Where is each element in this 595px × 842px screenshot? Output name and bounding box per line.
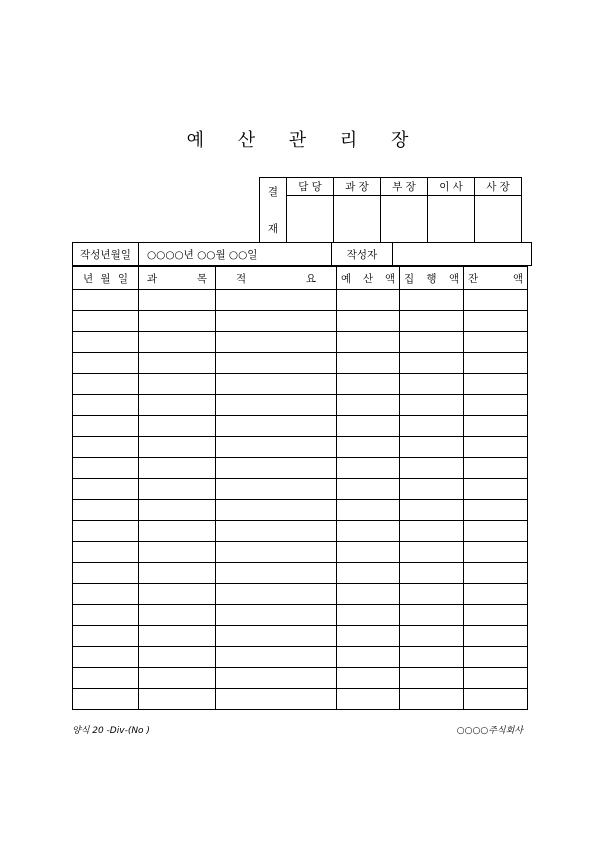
ledger-cell[interactable] xyxy=(139,521,216,542)
ledger-cell[interactable] xyxy=(337,332,400,353)
ledger-cell[interactable] xyxy=(400,458,464,479)
ledger-cell[interactable] xyxy=(73,647,139,668)
ledger-cell[interactable] xyxy=(216,458,337,479)
ledger-cell[interactable] xyxy=(400,437,464,458)
ledger-cell[interactable] xyxy=(139,290,216,311)
ledger-cell[interactable] xyxy=(216,332,337,353)
ledger-row xyxy=(73,626,528,647)
approval-label-top: 결 xyxy=(267,186,279,198)
ledger-cell[interactable] xyxy=(337,584,400,605)
ledger-cell[interactable] xyxy=(216,647,337,668)
ledger-cell[interactable] xyxy=(139,542,216,563)
ledger-cell[interactable] xyxy=(400,689,464,710)
ledger-cell[interactable] xyxy=(73,332,139,353)
ledger-cell[interactable] xyxy=(400,542,464,563)
ledger-cell[interactable] xyxy=(337,395,400,416)
ledger-cell[interactable] xyxy=(216,500,337,521)
header-char: 액 xyxy=(448,272,459,285)
ledger-row xyxy=(73,353,528,374)
ledger-cell[interactable] xyxy=(400,668,464,689)
ledger-cell[interactable] xyxy=(400,647,464,668)
ledger-header-row xyxy=(73,267,528,290)
ledger-cell[interactable] xyxy=(464,563,528,584)
ledger-cell[interactable] xyxy=(337,458,400,479)
author-value[interactable] xyxy=(393,243,532,266)
ledger-row xyxy=(73,311,528,332)
ledger-cell[interactable] xyxy=(337,437,400,458)
ledger-cell[interactable] xyxy=(337,311,400,332)
approval-role: 이 사 xyxy=(428,178,475,196)
ledger-cell[interactable] xyxy=(73,563,139,584)
ledger-cell[interactable] xyxy=(139,689,216,710)
header-char: 일 xyxy=(117,272,128,285)
ledger-cell[interactable] xyxy=(139,437,216,458)
header-char: 적 xyxy=(236,272,247,285)
header-budget xyxy=(337,267,400,290)
ledger-cell[interactable] xyxy=(464,374,528,395)
header-char: 년 xyxy=(83,272,94,285)
ledger-cell[interactable] xyxy=(216,353,337,374)
header-char: 잔 xyxy=(468,272,479,285)
ledger-cell[interactable] xyxy=(216,521,337,542)
ledger-cell[interactable] xyxy=(216,668,337,689)
ledger-cell[interactable] xyxy=(73,290,139,311)
ledger-cell[interactable] xyxy=(464,458,528,479)
ledger-cell[interactable] xyxy=(139,374,216,395)
ledger-cell[interactable] xyxy=(216,437,337,458)
ledger-row xyxy=(73,437,528,458)
ledger-cell[interactable] xyxy=(400,584,464,605)
ledger-cell[interactable] xyxy=(73,374,139,395)
ledger-cell[interactable] xyxy=(464,437,528,458)
approval-signature-cell[interactable] xyxy=(381,196,428,243)
ledger-cell[interactable] xyxy=(337,521,400,542)
ledger-cell[interactable] xyxy=(73,689,139,710)
ledger-cell[interactable] xyxy=(216,290,337,311)
ledger-cell[interactable] xyxy=(73,584,139,605)
header-char: 액 xyxy=(384,272,395,285)
ledger-cell[interactable] xyxy=(73,605,139,626)
ledger-cell[interactable] xyxy=(464,689,528,710)
ledger-cell[interactable] xyxy=(337,626,400,647)
header-char: 집 xyxy=(404,272,415,285)
ledger-cell[interactable] xyxy=(216,584,337,605)
ledger-cell[interactable] xyxy=(400,479,464,500)
ledger-cell[interactable] xyxy=(73,500,139,521)
ledger-cell[interactable] xyxy=(139,458,216,479)
ledger-cell[interactable] xyxy=(337,374,400,395)
ledger-cell[interactable] xyxy=(400,332,464,353)
ledger-cell[interactable] xyxy=(337,353,400,374)
approval-signature-cell[interactable] xyxy=(334,196,381,243)
ledger-cell[interactable] xyxy=(464,584,528,605)
ledger-cell[interactable] xyxy=(464,332,528,353)
ledger-cell[interactable] xyxy=(73,353,139,374)
header-char: 액 xyxy=(512,272,523,285)
ledger-cell[interactable] xyxy=(400,521,464,542)
ledger-cell[interactable] xyxy=(400,563,464,584)
ledger-cell[interactable] xyxy=(216,311,337,332)
ledger-cell[interactable] xyxy=(139,668,216,689)
form-number: 양식 20 -Div-(No ) xyxy=(72,726,150,736)
ledger-cell[interactable] xyxy=(464,521,528,542)
ledger-row xyxy=(73,458,528,479)
approval-role: 사 장 xyxy=(475,178,522,196)
ledger-cell[interactable] xyxy=(73,395,139,416)
ledger-cell[interactable] xyxy=(216,374,337,395)
info-table xyxy=(72,242,532,266)
ledger-cell[interactable] xyxy=(464,647,528,668)
company-name: ○○○○주식회사 xyxy=(456,726,523,736)
ledger-cell[interactable] xyxy=(216,542,337,563)
ledger-cell[interactable] xyxy=(73,542,139,563)
ledger-cell[interactable] xyxy=(400,416,464,437)
ledger-cell[interactable] xyxy=(464,500,528,521)
ledger-cell[interactable] xyxy=(337,605,400,626)
ledger-cell[interactable] xyxy=(337,479,400,500)
ledger-cell[interactable] xyxy=(216,416,337,437)
ledger-cell[interactable] xyxy=(216,395,337,416)
header-char: 월 xyxy=(100,272,111,285)
ledger-cell[interactable] xyxy=(73,668,139,689)
approval-label-bottom: 재 xyxy=(267,223,279,235)
ledger-row xyxy=(73,521,528,542)
ledger-cell[interactable] xyxy=(73,521,139,542)
header-balance xyxy=(464,267,528,290)
ledger-cell[interactable] xyxy=(464,416,528,437)
ledger-cell[interactable] xyxy=(400,353,464,374)
ledger-cell[interactable] xyxy=(464,626,528,647)
ledger-cell[interactable] xyxy=(400,290,464,311)
ledger-cell[interactable] xyxy=(73,416,139,437)
ledger-cell[interactable] xyxy=(139,584,216,605)
header-char: 과 xyxy=(147,272,158,285)
ledger-cell[interactable] xyxy=(139,332,216,353)
ledger-cell[interactable] xyxy=(464,479,528,500)
ledger-cell[interactable] xyxy=(139,311,216,332)
ledger-cell[interactable] xyxy=(139,626,216,647)
ledger-cell[interactable] xyxy=(337,542,400,563)
ledger-cell[interactable] xyxy=(337,563,400,584)
date-value[interactable]: ○○○○년 ○○월 ○○일 xyxy=(139,243,332,266)
ledger-row xyxy=(73,563,528,584)
header-account xyxy=(139,267,216,290)
ledger-row xyxy=(73,416,528,437)
ledger-cell[interactable] xyxy=(139,500,216,521)
header-char: 행 xyxy=(426,272,437,285)
ledger-cell[interactable] xyxy=(400,311,464,332)
ledger-row xyxy=(73,584,528,605)
ledger-cell[interactable] xyxy=(400,500,464,521)
ledger-cell[interactable] xyxy=(139,605,216,626)
ledger-cell[interactable] xyxy=(216,605,337,626)
ledger-cell[interactable] xyxy=(139,479,216,500)
approval-box xyxy=(259,177,522,243)
approval-role: 담 당 xyxy=(287,178,334,196)
ledger-row xyxy=(73,542,528,563)
ledger-cell[interactable] xyxy=(139,563,216,584)
ledger-cell[interactable] xyxy=(464,395,528,416)
ledger-cell[interactable] xyxy=(400,374,464,395)
approval-label xyxy=(260,178,287,243)
ledger-cell[interactable] xyxy=(216,626,337,647)
header-char: 예 xyxy=(341,272,352,285)
approval-role: 과 장 xyxy=(334,178,381,196)
ledger-row xyxy=(73,605,528,626)
header-summary xyxy=(216,267,337,290)
ledger-row xyxy=(73,479,528,500)
ledger-cell[interactable] xyxy=(73,626,139,647)
ledger-cell[interactable] xyxy=(216,563,337,584)
ledger-row xyxy=(73,647,528,668)
ledger-row xyxy=(73,332,528,353)
ledger-cell[interactable] xyxy=(216,479,337,500)
approval-signature-cell[interactable] xyxy=(287,196,334,243)
ledger-row xyxy=(73,374,528,395)
ledger-cell[interactable] xyxy=(400,395,464,416)
header-char: 목 xyxy=(196,272,207,285)
ledger-cell[interactable] xyxy=(464,605,528,626)
ledger-cell[interactable] xyxy=(337,647,400,668)
header-executed xyxy=(400,267,464,290)
ledger-cell[interactable] xyxy=(337,416,400,437)
ledger-cell[interactable] xyxy=(73,479,139,500)
ledger-cell[interactable] xyxy=(400,605,464,626)
ledger-cell[interactable] xyxy=(73,311,139,332)
ledger-row xyxy=(73,500,528,521)
ledger-cell[interactable] xyxy=(464,353,528,374)
ledger-cell[interactable] xyxy=(464,290,528,311)
approval-role: 부 장 xyxy=(381,178,428,196)
header-date xyxy=(73,267,139,290)
approval-signature-cell[interactable] xyxy=(475,196,522,243)
ledger-table xyxy=(72,266,528,710)
ledger-cell[interactable] xyxy=(73,437,139,458)
ledger-cell[interactable] xyxy=(464,311,528,332)
header-char: 산 xyxy=(362,272,374,285)
ledger-cell[interactable] xyxy=(400,626,464,647)
ledger-cell[interactable] xyxy=(73,458,139,479)
ledger-row xyxy=(73,689,528,710)
ledger-cell[interactable] xyxy=(139,395,216,416)
ledger-cell[interactable] xyxy=(337,689,400,710)
date-label: 작성년월일 xyxy=(73,243,139,266)
ledger-cell[interactable] xyxy=(337,290,400,311)
ledger-cell[interactable] xyxy=(464,668,528,689)
ledger-cell[interactable] xyxy=(216,689,337,710)
ledger-cell[interactable] xyxy=(337,668,400,689)
ledger-cell[interactable] xyxy=(139,416,216,437)
ledger-cell[interactable] xyxy=(337,500,400,521)
ledger-cell[interactable] xyxy=(139,647,216,668)
ledger-row xyxy=(73,290,528,311)
document-title: 예 산 관 리 장 xyxy=(186,130,423,151)
ledger-cell[interactable] xyxy=(464,542,528,563)
ledger-cell[interactable] xyxy=(139,353,216,374)
ledger-row xyxy=(73,395,528,416)
ledger-row xyxy=(73,668,528,689)
author-label: 작성자 xyxy=(332,243,393,266)
approval-signature-cell[interactable] xyxy=(428,196,475,243)
header-char: 요 xyxy=(305,272,316,285)
